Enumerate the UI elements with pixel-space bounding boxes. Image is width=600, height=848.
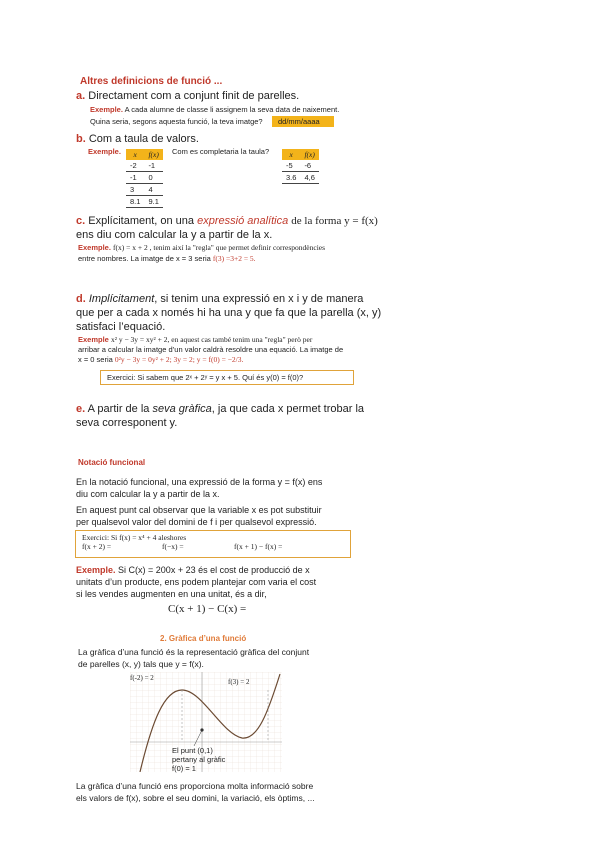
notation-p2-line1: En aquest punt cal observar que la variable x es pot substituir bbox=[76, 505, 322, 515]
example-line1: f(x) = x + 2 , tenim així la "regla" que permet definir correspondències bbox=[113, 243, 326, 252]
item-c-emph: expressió analítica bbox=[197, 215, 289, 227]
item-d-example-line3 bbox=[78, 355, 243, 365]
item-c bbox=[76, 214, 378, 228]
notation-p2-line2: per qualsevol valor del domini de f i per qualsevol expressió. bbox=[76, 517, 317, 527]
section-heading: Altres definicions de funció ... bbox=[80, 76, 223, 87]
graph-p1-line1: La gràfica d’una funció és la representació gràfica del conjunt bbox=[78, 647, 310, 657]
example-line1: x² y − 3y = xy² + 2, en aquest cas també tenim una "regla" però per bbox=[110, 335, 313, 344]
notation-example-line2: unitats d’un producte, ens podem plantejar com varia el cost bbox=[76, 577, 317, 587]
notation-exercise-row bbox=[82, 542, 344, 552]
item-c-example bbox=[78, 243, 325, 253]
item-e-text1: A partir de la bbox=[87, 403, 150, 415]
example-label: Exemple. bbox=[90, 105, 123, 114]
point-note-line1: El punt (0,1) bbox=[172, 746, 213, 755]
item-d-emph: Implícitament bbox=[88, 293, 155, 305]
item-e bbox=[76, 402, 364, 416]
item-a bbox=[76, 89, 299, 103]
values-table-1 bbox=[126, 149, 163, 208]
item-a-text: Directament com a conjunt finit de parelles. bbox=[88, 90, 300, 102]
item-e-emph: seva gràfica bbox=[152, 403, 212, 415]
table-cell: -2 bbox=[126, 160, 144, 172]
exercise-a: f(x + 2) = bbox=[82, 542, 112, 551]
table1-header-fx: f(x) bbox=[144, 149, 162, 160]
notation-exercise-box bbox=[75, 530, 351, 558]
item-b-label: b. bbox=[76, 133, 86, 145]
item-d-line3: satisfaci l’equació. bbox=[76, 321, 166, 333]
point-note-line3: f(0) = 1 bbox=[172, 764, 196, 773]
item-c-text2: de la forma y = f(x) bbox=[291, 215, 378, 227]
graph-label-right: f(3) = 2 bbox=[228, 678, 250, 686]
notation-example-line3: si les vendes augmenten en una unitat, és a dir, bbox=[76, 589, 267, 599]
item-b-text: Com a taula de valors. bbox=[88, 133, 199, 145]
exercise-box: Exercici: Si sabem que 2ˣ + 2ʸ = y x + 5. Quí és y(0) = f(0)? bbox=[100, 370, 354, 385]
item-d-text1: , si tenim una expressió en x i y de manera bbox=[154, 293, 364, 305]
table-cell: 9.1 bbox=[144, 196, 162, 208]
example-line1: Si C(x) = 200x + 23 és el cost de producció de x bbox=[118, 565, 310, 575]
item-b bbox=[76, 132, 199, 146]
notation-p1-line2: diu com calcular la y a partir de la x. bbox=[76, 489, 220, 499]
point-note-line2: pertany al gràfic bbox=[172, 755, 226, 764]
example-label: Exemple. bbox=[76, 565, 116, 575]
item-a-question: Quina seria, segons aquesta funció, la teva imatge? bbox=[90, 117, 263, 126]
table2-header-x: x bbox=[282, 149, 300, 160]
example-label: Exemple bbox=[78, 335, 109, 344]
item-b-example-label: Exemple. bbox=[88, 147, 121, 156]
exercise-c: f(x + 1) − f(x) = bbox=[234, 542, 283, 551]
table-cell: 3 bbox=[126, 184, 144, 196]
example-answer: f(3) =3+2 = 5. bbox=[212, 254, 256, 263]
notation-p1-line1: En la notació funcional, una expressió de la forma y = f(x) ens bbox=[76, 477, 323, 487]
graph-label-left: f(-2) = 2 bbox=[130, 674, 154, 682]
item-c-example-line2 bbox=[78, 254, 256, 264]
graph-point-note bbox=[172, 746, 225, 773]
table-cell: -6 bbox=[300, 160, 318, 172]
item-a-label: a. bbox=[76, 90, 86, 102]
item-d bbox=[76, 292, 363, 306]
example-line3: x = 0 seria bbox=[78, 355, 113, 364]
item-d-example-line2: arribar a calcular la imatge d’un valor caldrà resoldre una equació. La imatge de bbox=[78, 345, 344, 354]
graph-p2-line2: els valors de f(x), sobre el seu domini, la variació, els òptims, ... bbox=[76, 793, 315, 803]
item-b-question: Com es completaria la taula? bbox=[172, 147, 270, 156]
example-line2: entre nombres. La imatge de x = 3 seria bbox=[78, 254, 211, 263]
item-d-line2: que per a cada x només hi ha una y que fa que la parella (x, y) bbox=[76, 307, 382, 319]
table-cell: 4,6 bbox=[300, 172, 318, 184]
table1-header-x: x bbox=[126, 149, 144, 160]
table-cell: 3.6 bbox=[282, 172, 300, 184]
notation-heading: Notació funcional bbox=[78, 458, 146, 467]
notation-example-line1 bbox=[76, 564, 310, 576]
item-e-label: e. bbox=[76, 403, 86, 415]
example-label: Exemple. bbox=[78, 243, 111, 252]
item-e-text2: , ja que cada x permet trobar la bbox=[211, 403, 365, 415]
exercise-b: f(−x) = bbox=[162, 542, 184, 551]
table-cell: 8.1 bbox=[126, 196, 144, 208]
table-cell: 0 bbox=[144, 172, 162, 184]
item-a-example bbox=[90, 105, 339, 115]
graph-heading: 2. Gràfica d’una funció bbox=[160, 634, 247, 643]
graph-p2-line1: La gràfica d’una funció ens proporciona molta informació sobre bbox=[76, 781, 314, 791]
item-d-label: d. bbox=[76, 293, 86, 305]
table-cell: 4 bbox=[144, 184, 162, 196]
item-c-text1: Explícitament, on una bbox=[88, 215, 195, 227]
notation-exercise-line1: Exercici: Si f(x) = x⁴ + 4 aleshores bbox=[82, 533, 187, 542]
item-d-example bbox=[78, 335, 312, 345]
example-text: A cada alumne de classe li assignem la seva data de naixement. bbox=[124, 105, 340, 114]
table-cell: -1 bbox=[126, 172, 144, 184]
table2-header-fx: f(x) bbox=[300, 149, 318, 160]
table-cell: -1 bbox=[144, 160, 162, 172]
table-cell: -5 bbox=[282, 160, 300, 172]
notation-formula: C(x + 1) − C(x) = bbox=[168, 603, 247, 615]
graph-p1-line2: de parelles (x, y) tals que y = f(x). bbox=[78, 659, 204, 669]
values-table-2 bbox=[282, 149, 319, 184]
item-c-label: c. bbox=[76, 215, 86, 227]
item-c-line2: ens diu com calcular la y a partir de la x. bbox=[76, 229, 273, 241]
answer-tag: dd/mm/aaaa bbox=[272, 116, 334, 127]
item-e-line2: seva corresponent y. bbox=[76, 417, 178, 429]
example-answer: 0²y − 3y = 0y² + 2; 3y = 2; y = f(0) = −2/3. bbox=[114, 355, 244, 364]
